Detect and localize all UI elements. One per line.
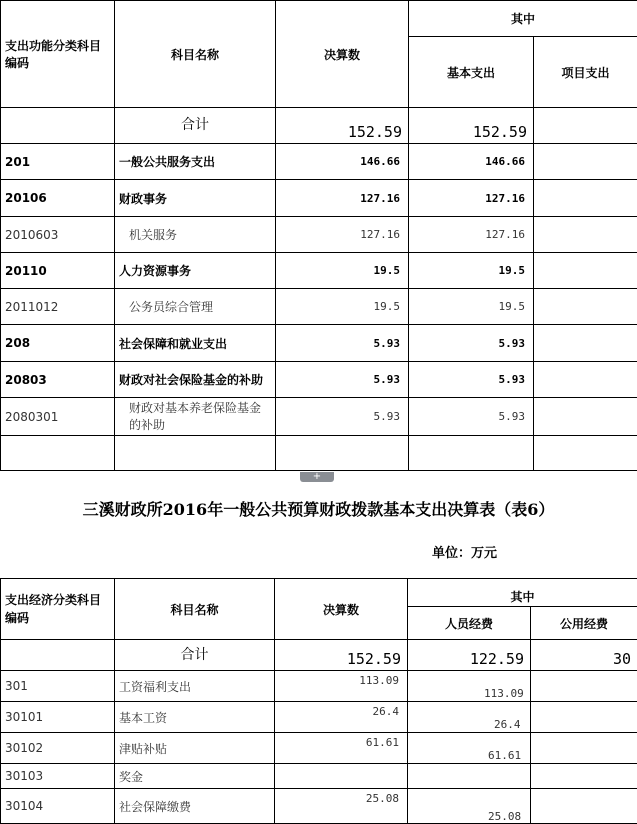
row-col2 (534, 289, 637, 325)
row-code: 20803 (1, 362, 115, 398)
row-col1: 19.5 (409, 289, 534, 325)
table-row (1, 733, 637, 764)
sum-col1: 122.59 (408, 640, 531, 671)
table-row (1, 671, 637, 702)
header-code: 支出经济分类科目编码 (1, 579, 115, 640)
row-col2 (531, 733, 637, 764)
row-name: 工资福利支出 (115, 671, 275, 702)
row-total: 146.66 (276, 144, 409, 180)
header-name: 科目名称 (115, 579, 275, 640)
table-row (1, 702, 637, 733)
row-col2 (534, 144, 637, 180)
row-col2 (534, 362, 637, 398)
row-name: 社会保障和就业支出 (115, 325, 276, 362)
sum-code (1, 640, 115, 671)
header-group: 其中 (409, 1, 637, 37)
header-total: 决算数 (276, 1, 409, 108)
row-code: 30102 (1, 733, 115, 764)
row-col1: 5.93 (409, 362, 534, 398)
row-code: 201 (1, 144, 115, 180)
sum-row (1, 640, 637, 671)
header-group: 其中 (408, 579, 637, 607)
row-name: 基本工资 (115, 702, 275, 733)
empty-cell (115, 436, 276, 471)
row-name: 人力资源事务 (115, 253, 276, 289)
row-total: 127.16 (276, 217, 409, 253)
table-row (1, 217, 637, 253)
row-col2 (534, 398, 637, 436)
table-row (1, 253, 637, 289)
table-row (1, 180, 637, 217)
empty-row (1, 436, 637, 471)
empty-cell (534, 436, 637, 471)
row-total: 113.09 (275, 671, 408, 702)
table-row (1, 144, 637, 180)
row-code: 208 (1, 325, 115, 362)
header-col2: 公用经费 (531, 607, 637, 640)
table-row (1, 325, 637, 362)
header-col1: 人员经费 (408, 607, 531, 640)
row-total: 26.4 (275, 702, 408, 733)
row-col1: 5.93 (409, 398, 534, 436)
row-col1: 127.16 (409, 180, 534, 217)
row-col2 (534, 325, 637, 362)
row-col1: 146.66 (409, 144, 534, 180)
row-col1: 61.61 (408, 733, 531, 764)
row-code: 301 (1, 671, 115, 702)
row-total: 61.61 (275, 733, 408, 764)
table-row (1, 398, 637, 436)
sum-label: 合计 (115, 640, 275, 671)
sum-label: 合计 (115, 108, 276, 144)
empty-cell (1, 436, 115, 471)
sum-code (1, 108, 115, 144)
table-row (1, 764, 637, 789)
sum-col2: 30 (531, 640, 637, 671)
row-total: 19.5 (276, 253, 409, 289)
row-col2 (534, 253, 637, 289)
row-col1 (408, 764, 531, 789)
header-col1: 基本支出 (409, 37, 534, 108)
header-total: 决算数 (275, 579, 408, 640)
row-col2 (531, 671, 637, 702)
row-name: 津贴补贴 (115, 733, 275, 764)
table-row (1, 362, 637, 398)
row-col2 (531, 764, 637, 789)
row-col1: 19.5 (409, 253, 534, 289)
row-col2 (531, 702, 637, 733)
row-name: 一般公共服务支出 (115, 144, 276, 180)
row-total: 5.93 (276, 362, 409, 398)
row-name: 财政对社会保险基金的补助 (115, 362, 276, 398)
row-code: 2010603 (1, 217, 115, 253)
row-total (275, 764, 408, 789)
unit-label: 单位：万元 (432, 542, 497, 561)
row-name: 财政对基本养老保险基金的补助 (115, 398, 276, 436)
expand-button[interactable]: + (300, 472, 334, 482)
row-code: 30101 (1, 702, 115, 733)
row-col1: 26.4 (408, 702, 531, 733)
row-name: 公务员综合管理 (115, 289, 276, 325)
table-title: 三溪财政所2016年一般公共预算财政拨款基本支出决算表（表6） (0, 497, 637, 520)
row-total: 19.5 (276, 289, 409, 325)
row-code: 20110 (1, 253, 115, 289)
row-col1: 5.93 (409, 325, 534, 362)
header-name: 科目名称 (115, 1, 276, 108)
row-col2 (531, 789, 637, 824)
row-code: 2011012 (1, 289, 115, 325)
row-code: 30104 (1, 789, 115, 824)
row-total: 5.93 (276, 398, 409, 436)
sum-col2 (534, 108, 637, 144)
row-col1: 127.16 (409, 217, 534, 253)
sum-col1: 152.59 (409, 108, 534, 144)
row-col2 (534, 180, 637, 217)
row-col1: 113.09 (408, 671, 531, 702)
empty-cell (409, 436, 534, 471)
header-col2: 项目支出 (534, 37, 637, 108)
row-name: 财政事务 (115, 180, 276, 217)
row-name: 机关服务 (115, 217, 276, 253)
row-name: 社会保障缴费 (115, 789, 275, 824)
row-code: 20106 (1, 180, 115, 217)
row-total: 5.93 (276, 325, 409, 362)
sum-row (1, 108, 637, 144)
row-col2 (534, 217, 637, 253)
row-name: 奖金 (115, 764, 275, 789)
row-code: 30103 (1, 764, 115, 789)
empty-cell (276, 436, 409, 471)
row-total: 25.08 (275, 789, 408, 824)
row-code: 2080301 (1, 398, 115, 436)
economic-classification-table (0, 578, 637, 824)
table-row (1, 789, 637, 824)
row-col1: 25.08 (408, 789, 531, 824)
sum-total: 152.59 (276, 108, 409, 144)
row-total: 127.16 (276, 180, 409, 217)
table-row (1, 289, 637, 325)
header-code: 支出功能分类科目编码 (1, 1, 115, 108)
sum-total: 152.59 (275, 640, 408, 671)
